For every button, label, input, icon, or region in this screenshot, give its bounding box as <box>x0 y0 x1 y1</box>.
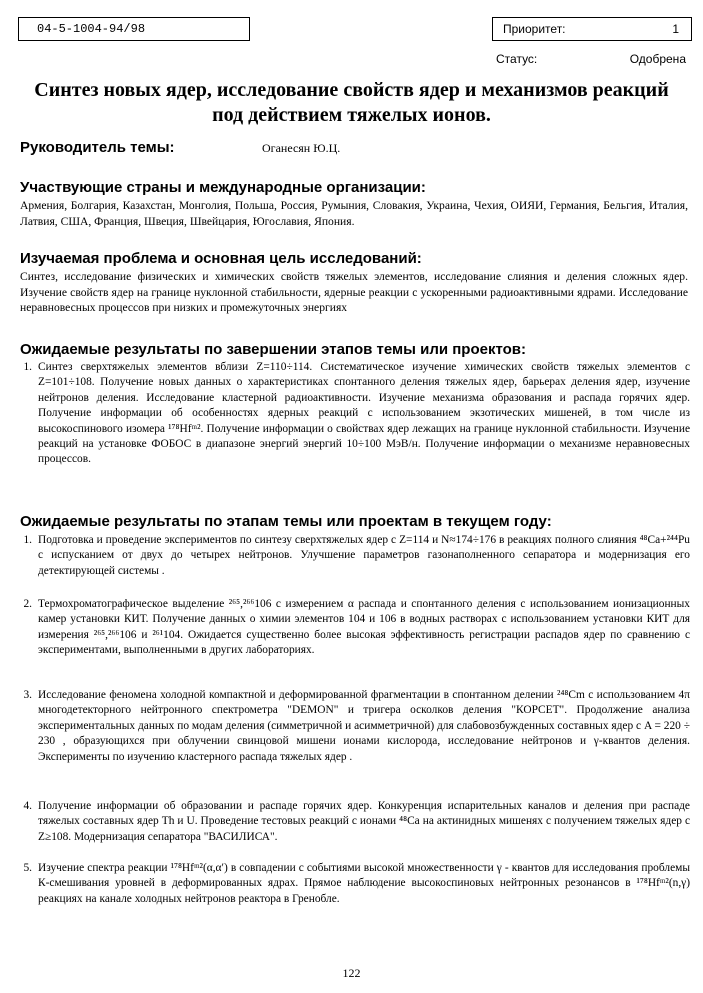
status-value: Одобрена <box>629 52 686 66</box>
final-results-heading: Ожидаемые результаты по завершении этапов темы или проектов: <box>20 341 527 358</box>
priority-label: Приоритет: <box>503 22 566 36</box>
status-label: Статус: <box>496 52 538 66</box>
item-number: 5. <box>23 862 32 874</box>
item-text: Изучение спектра реакции ¹⁷⁸Hfᵐ²(α,α′) в совпадении с событиями высокой множественности γ - квантов для исследования проблемы К-смешивания уровней в деформированных ядрах. Прямое наблюдение высокоспиновых нейтронных резонансов в ¹⁷⁸Hfᵐ²(n,γ) реакциях на канале холодных нейтронов реактора в Гренобле. <box>38 862 690 905</box>
item-text: Синтез сверхтяжелых элементов вблизи Z=110÷114. Систематическое изучение химических свойств тяжелых элементов с Z=101÷108. Получение новых данных о характеристиках спонтанного деления тяжелых ядер, барьерах деления ядер, изучение нейтронов деления. Исследование кластерной радиоактивности. Изучение механизма образования и распада горячих ядер. Получение информации об особенностях ядерных реакций с использованием экзотических мишеней, в том числе из высокоспинового изомера ¹⁷⁸Hfᵐ². Получение информации о свойствах ядер лежащих на границе нуклонной стабильности. Изучение реакций на установке ФОБОС в диапазоне энергий энергий 10÷100 МэВ/н. Получение информации о механизме неравновесных процессов. <box>38 361 690 466</box>
priority-value: 1 <box>672 22 679 36</box>
page-number: 122 <box>342 966 361 980</box>
problem-text: Синтез, исследование физических и химических свойств тяжелых элементов, исследование слияния и деления сложных ядер. Изучение свойств ядер на границе нуклонной стабильности, ядерные реакции с ускоренными радиоактивными ядрами. Исследование неравновесных процессов при низких и промежуточных энергиях <box>20 270 688 314</box>
priority-box <box>492 17 692 41</box>
status-row <box>496 52 686 66</box>
leader-name: Оганесян Ю.Ц. <box>262 141 341 155</box>
item-text: Подготовка и проведение экспериментов по синтезу сверхтяжелых ядер с Z=114 и N≈174÷176 в реакциях полного слияния ⁴⁸Ca+²⁴⁴Pu с испусканием от двух до четырех нейтронов. Улучшение параметров газонаполненного сепаратора и модернизация его детектирующей системы . <box>38 534 690 577</box>
item-number: 2. <box>23 598 32 610</box>
item-number: 1. <box>23 361 32 373</box>
item-text: Исследование феномена холодной компактной и деформированной фрагментации в спонтанном делении ²⁴⁸Cm с использованием 4π многодетекторного нейтронного спектрометра "DEMON" и тригера осколков деления "КОРСЕТ". Продолжение анализа экспериментальных данных по модам деления (симметричной и асимметричной) для слабовозбужденных составных ядер с A = 220 ÷ 230 , образующихся при облучении свинцовой мишени ионами кислорода, исследование нейтронов и γ-квантов деления. Эксперименты по изучению кластерного распада тяжелых ядер . <box>38 689 690 763</box>
item-text: Получение информации об образовании и распаде горячих ядер. Конкуренция испарительных каналов и деления при распаде тяжелых составных ядер Th и U. Проведение тестовых реакций с ионами ⁴⁸Ca на актинидных мишенях с получением тяжелых ядер с Z≥108. Модернизация сепаратора "ВАСИЛИСА". <box>38 800 690 843</box>
list-item <box>18 799 690 845</box>
list-item <box>18 533 690 579</box>
item-number: 4. <box>23 800 32 812</box>
list-item <box>18 597 690 659</box>
leader-label: Руководитель темы: <box>20 139 175 156</box>
list-item <box>18 688 690 765</box>
leader-row <box>20 139 420 157</box>
list-item <box>18 360 690 468</box>
year-results-heading: Ожидаемые результаты по этапам темы или проектам в текущем году: <box>20 513 552 530</box>
project-code: 04-5-1004-94/98 <box>37 22 146 36</box>
countries-text: Армения, Болгария, Казахстан, Монголия, Польша, Россия, Румыния, Словакия, Украина, Чехия, ОИЯИ, Германия, Бельгия, Италия, Латвия, США, Франция, Швеция, Швейцария, Югославия, Япония. <box>20 199 688 228</box>
project-code-box <box>18 17 250 41</box>
item-number: 1. <box>23 534 32 546</box>
countries-heading: Участвующие страны и международные организации: <box>20 179 426 196</box>
problem-heading: Изучаемая проблема и основная цель исследований: <box>20 250 422 267</box>
page-title: Синтез новых ядер, исследование свойств ядер и механизмов реакций под действием тяжелых ионов. <box>34 79 669 126</box>
item-number: 3. <box>23 689 32 701</box>
list-item <box>18 861 690 907</box>
item-text: Термохроматографическое выделение ²⁶⁵,²⁶⁶106 с измерением α распада и спонтанного деления с использованием ионизационных камер установки КИТ. Получение данных о химии элементов 104 и 106 в водных растворах с использованием установки КИТ для измерения ²⁶⁵,²⁶⁶106 и ²⁶¹104. Ожидается существенно более высокая эффективность регистрации распадов ядер по сравнению с экспериментами, выполненными в других лабораториях. <box>38 598 690 657</box>
